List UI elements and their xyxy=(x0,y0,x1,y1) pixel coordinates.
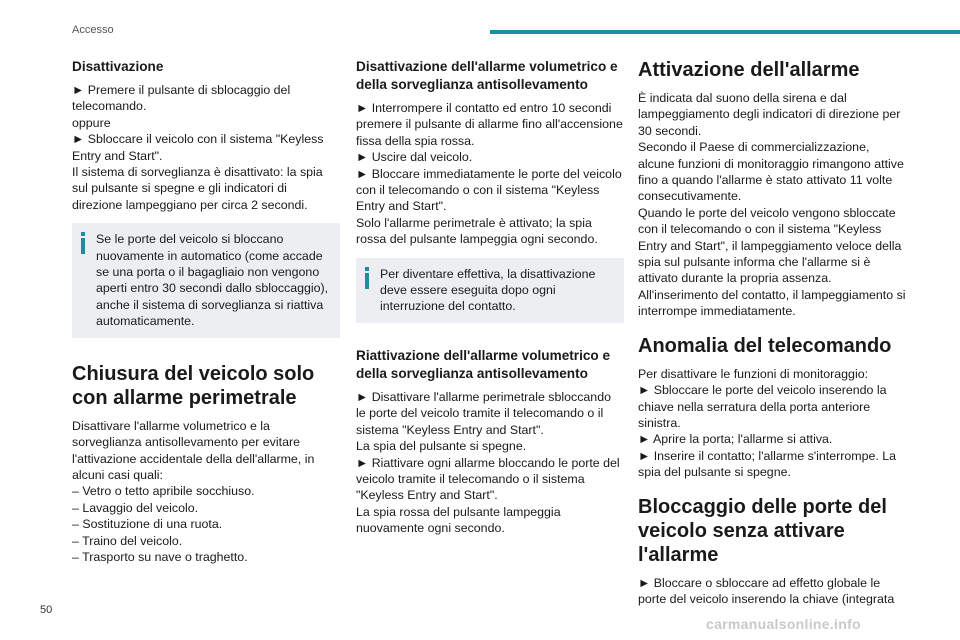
watermark: carmanualsonline.info xyxy=(706,616,861,632)
note-text: Per diventare effettiva, la disattivazione deve essere eseguita dopo ogni interruzione del contatto. xyxy=(380,266,596,314)
column-middle xyxy=(356,52,624,537)
paragraph: ► Interrompere il contatto ed entro 10 secondi premere il pulsante di allarme fino all'accensione fissa della spia rossa. xyxy=(356,101,623,148)
header-accent-bar xyxy=(490,30,960,34)
paragraph: ► Riattivare ogni allarme bloccando le porte del veicolo tramite il telecomando o il sistema "Keyless Entry and Start". xyxy=(356,455,620,503)
heading-disattivazione-volumetrico: Disattivazione dell'allarme volumetrico e della sorveglianza antisollevamento xyxy=(356,59,618,92)
paragraph: Il sistema di sorveglianza è disattivato: la spia sul pulsante si spegne e gli indicatori di direzione lampeggiano per circa 2 secondi. xyxy=(72,165,323,212)
paragraph: ► Inserire il contatto; l'allarme s'interrompe. La spia del pulsante si spegne. xyxy=(638,448,897,480)
header-section-title: Accesso xyxy=(72,24,114,36)
list-item: – Traino del veicolo. xyxy=(72,533,183,548)
paragraph: ► Disattivare l'allarme perimetrale sbloccando le porte del veicolo tramite il telecomando o il sistema "Keyless Entry and Start". xyxy=(356,389,611,437)
paragraph: Quando le porte del veicolo vengono sbloccate con il telecomando o con il sistema "Keyless Entry and Start", il lampeggiamento veloce della spia sul pulsante informa che l'allarme si è attivato durante la propria assenza. xyxy=(638,205,902,286)
paragraph: oppure xyxy=(72,115,111,130)
paragraph: ► Bloccare o sbloccare ad effetto globale le porte del veicolo inserendo la chiave (integrata xyxy=(638,575,895,606)
paragraph: Secondo il Paese di commercializzazione, alcune funzioni di monitoraggio rimangono attive fino a quando l'allarme è stato attivato 11 volte consecutivamente. xyxy=(638,140,904,204)
column-right xyxy=(638,52,906,607)
info-note xyxy=(72,223,340,337)
paragraph: ► Uscire dal veicolo. xyxy=(356,150,473,165)
paragraph: All'inserimento del contatto, il lampeggiamento si interrompe immediatamente. xyxy=(638,287,906,319)
info-note xyxy=(356,258,624,323)
heading-anomalia: Anomalia del telecomando xyxy=(638,334,892,357)
paragraph: ► Aprire la porta; l'allarme si attiva. xyxy=(638,432,833,447)
paragraph: Solo l'allarme perimetrale è attivato; la spia rossa del pulsante lampeggia ogni secondo. xyxy=(356,215,598,247)
paragraph: ► Sbloccare le porte del veicolo inserendo la chiave nella serratura della porta anteriore sinistra. xyxy=(638,383,887,430)
paragraph: ► Sbloccare il veicolo con il sistema "Keyless Entry and Start". xyxy=(72,132,324,163)
list-item: – Sostituzione di una ruota. xyxy=(72,517,223,532)
paragraph: ► Premere il pulsante di sblocaggio del telecomando. xyxy=(72,83,291,114)
page-number: 50 xyxy=(40,604,53,616)
paragraph: La spia rossa del pulsante lampeggia nuovamente ogni secondo. xyxy=(356,504,561,536)
paragraph: ► Bloccare immediatamente le porte del veicolo con il telecomando o con il sistema "Keyless Entry and Start". xyxy=(356,166,622,214)
heading-riattivazione: Riattivazione dell'allarme volumetrico e della sorveglianza antisollevamento xyxy=(356,347,611,381)
info-icon xyxy=(364,267,370,289)
list-item: – Vetro o tetto apribile socchiuso. xyxy=(72,484,255,499)
heading-attivazione: Attivazione dell'allarme xyxy=(638,59,860,81)
list-item: – Lavaggio del veicolo. xyxy=(72,500,199,515)
info-icon xyxy=(80,232,86,254)
paragraph: Per disattivare le funzioni di monitoraggio: xyxy=(638,366,869,381)
heading-bloccaggio: Bloccaggio delle porte del veicolo senza attivare l'allarme xyxy=(638,495,887,566)
note-text: Se le porte del veicolo si bloccano nuovamente in automatico (come accade se una porta o il bagagliaio non vengono aperti entro 30 secondi dallo sbloccaggio), anche il sistema di sorveglianza si riattiva automaticamente. xyxy=(96,232,329,329)
heading-chiusura: Chiusura del veicolo solo con allarme perimetrale xyxy=(72,362,315,409)
column-left xyxy=(72,52,340,565)
paragraph: La spia del pulsante si spegne. xyxy=(356,439,527,454)
paragraph: Disattivare l'allarme volumetrico e la sorveglianza antisollevamento per evitare l'attivazione accidentale della dell'allarme, in alcuni casi quali: xyxy=(72,418,315,482)
paragraph: È indicata dal suono della sirena e dal lampeggiamento degli indicatori di direzione per 30 secondi. xyxy=(638,91,901,138)
list-item: – Trasporto su nave o traghetto. xyxy=(72,549,248,564)
heading-disattivazione: Disattivazione xyxy=(72,59,164,74)
